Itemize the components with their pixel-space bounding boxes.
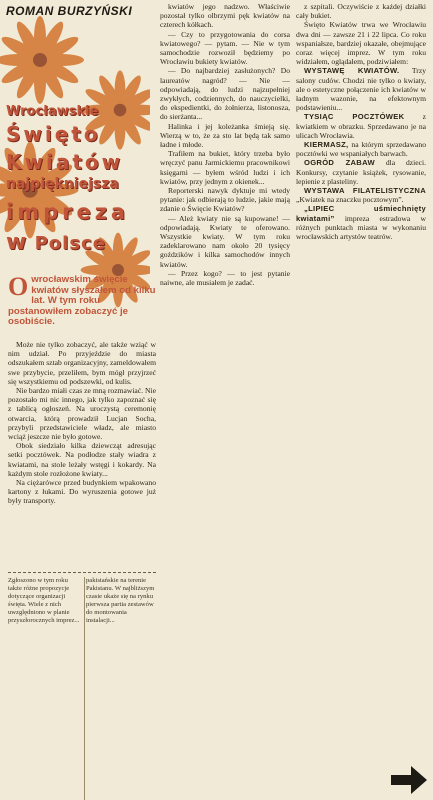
section-paragraph	[296, 204, 426, 241]
paragraph: Na ciężarówce przed budynkiem wpakowano kartony z łukami. Do wyruszenia gotowe już były transporty.	[8, 478, 156, 506]
paragraph: — Przez kogo? — to jest pytanie naiwne, ale musiałem je zadać.	[160, 268, 290, 288]
continue-arrow-icon	[391, 766, 427, 794]
paragraph: — Czy to przygotowania do corsa kwiatowego? — pytam. — Nie w tym samochodzie rozwoził będziemy po Wrocławiu bukiety kwiatów.	[160, 29, 290, 67]
section-paragraph	[296, 112, 426, 140]
headline-line-1: Wrocławskie	[6, 104, 99, 119]
headline-line-5: impreza	[6, 200, 130, 224]
paragraph: Reporterski nawyk dyktuje mi wtedy pytanie: jak odbierają to ludzie, jakie mają zdanie o Święcie Kwiatów?	[160, 186, 290, 214]
section-title: OGRÓD ZABAW	[304, 158, 375, 168]
paragraph: Może nie tylko zobaczyć, ale także wziąć w nim udział. Po przyjeździe do miasta odszukałem sztab organizacyjny, zameldowałem swe przybycie, przeliłem, bym mógł przyjrzeć się wszystkiemu od podszewki, od kulis.	[8, 340, 156, 386]
paragraph: — Ależ kwiaty nie są kupowane! — odpowiadają. Kwiaty te oferowano. Wszystkie kwiaty. W tym roku zadeklarowano nam około 20 tysięcy goździków i kilka samochodów innych kwiatów.	[160, 213, 290, 269]
section-title: KIERMASZ,	[304, 140, 349, 150]
paragraph: Nie bardzo miałi czas ze mną rozmawiać. Nie pozostało mi nic innego, jak tylko zapoznać się z tablicą ogłoszeń. Na uroczystą ceremonię otwarcia, którą prowadził Lucjan Socha, przybyli przedstawiciele władz, ale miasto wciąż jeszcze nie było gotowe.	[8, 386, 156, 442]
headline-line-6	[6, 230, 106, 255]
headline-polsce: Polsce	[34, 233, 106, 254]
paragraph: — Do najbardziej zasłużonych? Do laureatów nagród? — Nie — odpowiadają, do ludzi najzupełniej zwykłych, codziennych, do nauczycielki, do ekspedientki, do żołnierza, listonosza, do sierżanta...	[160, 66, 290, 122]
article-column-1	[8, 340, 156, 506]
section-title: WYSTAWA FILATELISTYCZNA	[304, 186, 426, 196]
paragraph: Obok siedziało kilka dziewcząt adresując setki pocztówek. Na podłodze stały wiadra z kwiatami, na stole leżały wstęgi i kokardy. Na każdym stole rozłożone kwiaty...	[8, 441, 156, 478]
author-byline: ROMAN BURZYŃSKI	[6, 4, 133, 18]
paragraph: Halinka i jej koleżanka śmieją się. Wierzą w to, że za sto lat będą tak samo ładne i młode.	[160, 121, 290, 150]
headline-w: w	[6, 230, 28, 255]
sidebar-box	[8, 572, 156, 800]
section-text: impreza estradowa w różnych punktach miasta w wykonaniu wrocławskich artystów teatrów.	[296, 213, 426, 242]
headline-line-3: Kwiatów	[6, 150, 124, 174]
article-column-2	[160, 2, 290, 287]
column-divider	[84, 577, 85, 800]
sidebar-text-left: Zgłoszono w tym roku także różne propozycje dotyczące organizacji święta. Wiele z nich uwzględniono w planie przyszłorocznych imprez...	[8, 577, 80, 624]
section-text: dla dzieci. Konkursy, czytanie książek, rysowanie, lepienie z plasteliny.	[296, 158, 426, 186]
headline-line-4: najpiękniejsza	[6, 176, 119, 192]
section-paragraph	[296, 66, 426, 112]
article-column-3	[296, 2, 426, 241]
lead-paragraph	[8, 272, 156, 328]
section-title: WYSTAWĘ KWIATÓW.	[304, 66, 400, 76]
paragraph: kwiatów jego nadzwo. Właściwie pozostał tylko olbrzymi pęk kwiatów na czterech kółkach.	[160, 2, 290, 30]
section-text: Trzy salony cudów. Chodzi nie tylko o kwiaty, ale o estetyczne połączenie ich kwiatów w ładnym wazonie, na efektownym podstawieniu...	[296, 66, 426, 113]
section-paragraph	[296, 158, 426, 186]
drop-cap: O	[8, 272, 29, 301]
paragraph: Trafiłem na bukiet, który trzeba było wręczyć panu Jarmickiemu pracownikowi księgarni — byłem wśród ludzi i ich kwiatów, przy jednym z okienek...	[160, 149, 290, 186]
headline-line-2: Święto	[6, 122, 101, 146]
paragraph: Święto Kwiatów trwa we Wrocławiu dwa dni — zawsze 21 i 22 lipca. Co roku wspaniałsze, bardziej okazałe, obejmujące coraz więcej imprez. W tym roku widziałem, oglądałem, podziwiałem:	[296, 20, 426, 67]
paragraph: z szpitali. Oczywiście z każdej działki cały bukiet.	[296, 2, 426, 21]
section-text: z kwiatkiem w obrazku. Sprzedawano je na ulicach Wrocławia.	[296, 112, 426, 140]
section-title: TYSIĄC POCZTÓWEK	[304, 112, 405, 122]
section-paragraph	[296, 186, 426, 204]
section-text: „Kwiatek na znaczku pocztowym”.	[296, 195, 404, 205]
sidebar-text-right: pakistańskie na terenie Pakistanu. W najbliższym czasie ukaże się na rynku pierwsza partia zestawów do montowania instalacji...	[86, 577, 155, 624]
section-text: na którym sprzedawano pocztówki we wspaniałych barwach.	[296, 140, 426, 159]
section-paragraph	[296, 140, 426, 158]
section-title: „LIPIEC uśmiechnięty kwiatami”	[296, 204, 426, 223]
lead-text: wrocławskim święcie kwiatów słyszałem od kilku lat. W tym roku postanowiłem zobaczyć je osobiście.	[8, 274, 156, 327]
